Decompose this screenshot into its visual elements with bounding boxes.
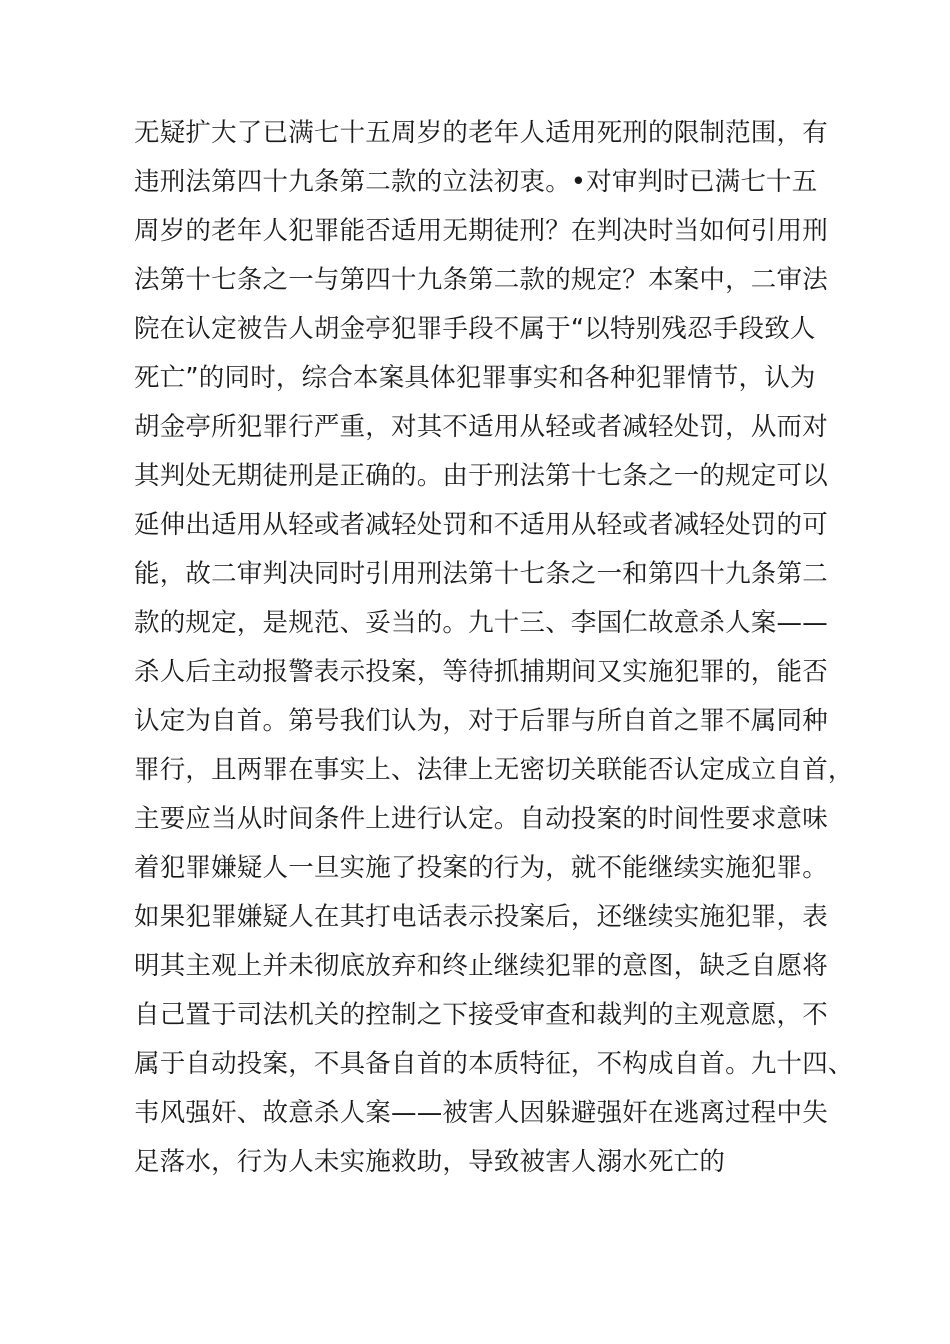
text-line: 法第十七条之一与第四十九条第二款的规定？本案中，二审法: [134, 265, 828, 295]
text-line: 其判处无期徒刑是正确的。由于刑法第十七条之一的规定可以: [134, 461, 828, 491]
body-text: [134, 109, 854, 1187]
text-line: 自己置于司法机关的控制之下接受审查和裁判的主观意愿，不: [134, 1000, 828, 1030]
text-line: 杀人后主动报警表示投案，等待抓捕期间又实施犯罪的，能否: [134, 657, 828, 687]
text-line: 死亡”的同时，综合本案具体犯罪事实和各种犯罪情节，认为: [134, 363, 816, 393]
text-line: 无疑扩大了已满七十五周岁的老年人适用死刑的限制范围，有: [134, 118, 828, 148]
text-line: 延伸出适用从轻或者减轻处罚和不适用从轻或者减轻处罚的可: [134, 510, 828, 540]
text-line: 韦风强奸、故意杀人案——被害人因躲避强奸在逃离过程中失: [134, 1098, 828, 1128]
text-line: 主要应当从时间条件上进行认定。自动投案的时间性要求意味: [134, 804, 828, 834]
text-line: 胡金亭所犯罪行严重，对其不适用从轻或者减轻处罚，从而对: [134, 412, 828, 442]
text-line: 院在认定被告人胡金亭犯罪手段不属于“以特别残忍手段致人: [134, 314, 816, 344]
text-line: 款的规定，是规范、妥当的。九十三、李国仁故意杀人案——: [134, 608, 828, 638]
text-line: 明其主观上并未彻底放弃和终止继续犯罪的意图，缺乏自愿将: [134, 951, 828, 981]
text-line: 着犯罪嫌疑人一旦实施了投案的行为，就不能继续实施犯罪。: [134, 853, 828, 883]
text-line: 罪行，且两罪在事实上、法律上无密切关联能否认定成立自首，: [134, 755, 854, 785]
text-line: 认定为自首。第号我们认为，对于后罪与所自首之罪不属同种: [134, 706, 828, 736]
text-line: 足落水，行为人未实施救助，导致被害人溺水死亡的: [134, 1147, 726, 1177]
text-line: 属于自动投案，不具备自首的本质特征，不构成自首。九十四、: [134, 1049, 854, 1079]
text-line: 如果犯罪嫌疑人在其打电话表示投案后，还继续实施犯罪，表: [134, 902, 828, 932]
text-line: 周岁的老年人犯罪能否适用无期徒刑？在判决时当如何引用刑: [134, 216, 828, 246]
text-line: 能，故二审判决同时引用刑法第十七条之一和第四十九条第二: [134, 559, 828, 589]
text-line: 违刑法第四十九条第二款的立法初衷。•对审判时已满七十五: [134, 167, 818, 197]
